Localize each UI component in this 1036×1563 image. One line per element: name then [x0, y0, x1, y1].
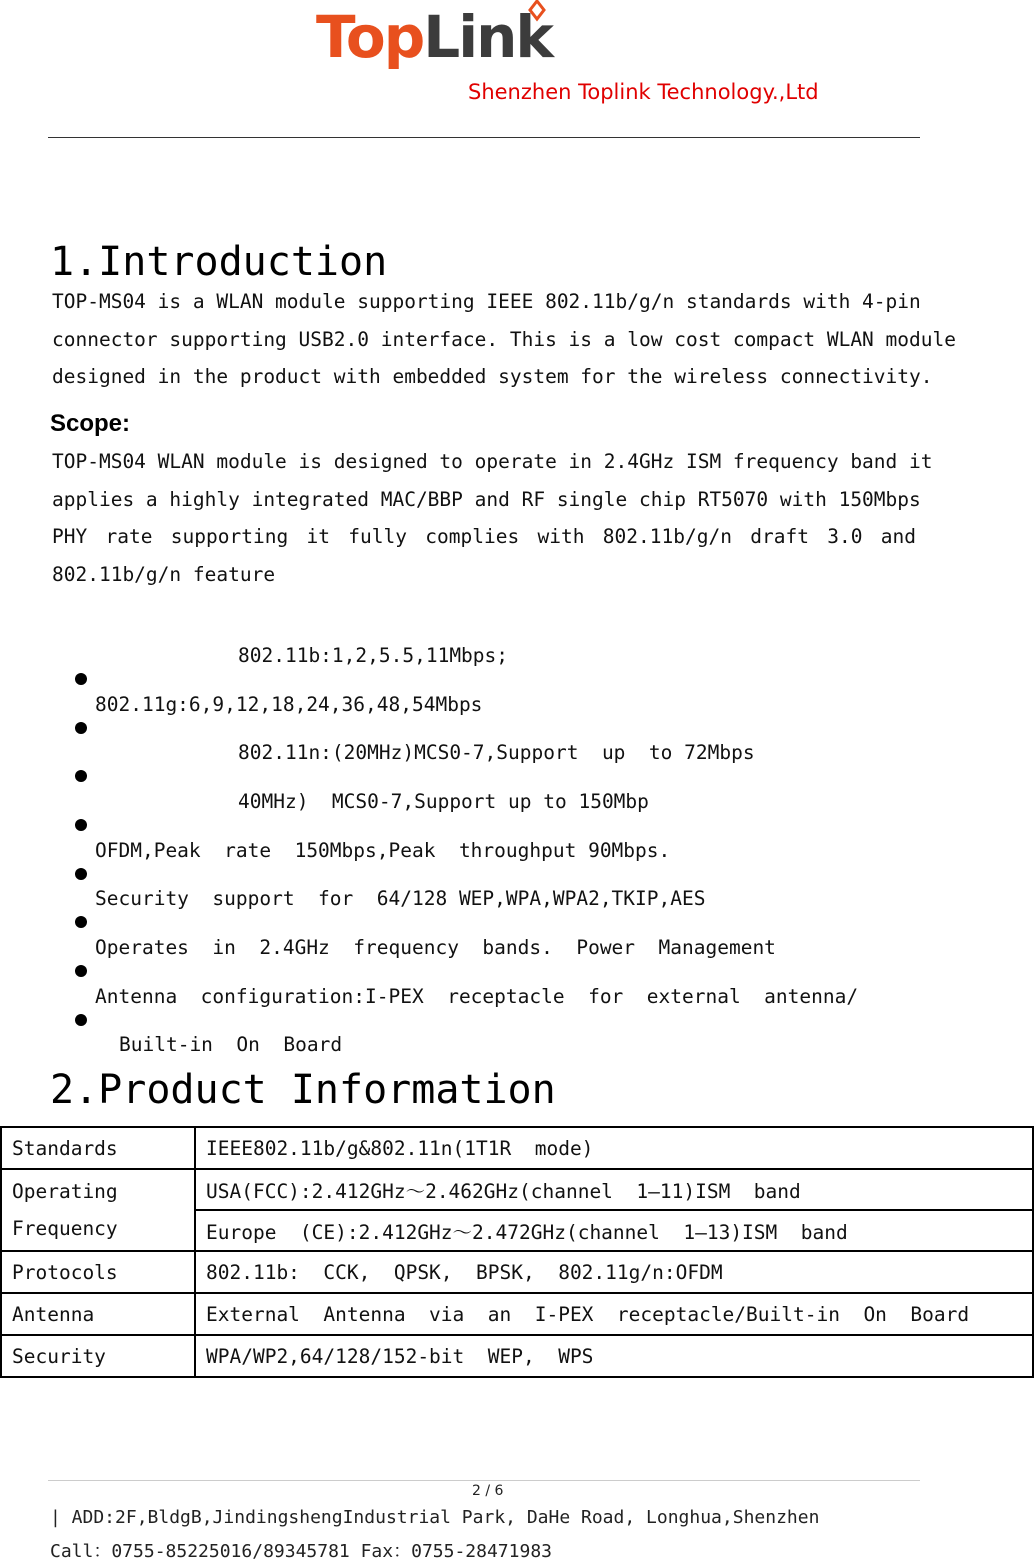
- bullet-dot-icon: [75, 819, 87, 831]
- scope-paragraph: [52, 443, 933, 594]
- scope-line: TOP-MS04 WLAN module is designed to operate in 2.4GHz ISM frequency band it: [52, 450, 933, 473]
- bullet-text: 802.11n:(20MHz)MCS0-7,Support up to 72Mbps: [238, 741, 755, 764]
- intro-line: designed in the product with embedded system for the wireless connectivity.: [52, 365, 933, 389]
- intro-line: TOP-MS04 is a WLAN module supporting IEEE 802.11b/g/n standards with 4-pin: [52, 290, 921, 313]
- scope-line: applies a highly integrated MAC/BBP and RF single chip RT5070 with 150Mbps: [52, 487, 921, 511]
- bullet-text: Operates in 2.4GHz frequency bands. Power Management: [95, 936, 776, 959]
- intro-line: connector supporting USB2.0 interface. This is a low cost compact WLAN module: [52, 327, 956, 351]
- logo-diamond-icon: [528, 0, 546, 22]
- table-row: [1, 1293, 1033, 1335]
- logo-top-text: Top: [316, 3, 424, 71]
- bullet-text: 40MHz) MCS0-7,Support up to 150Mbp: [238, 790, 649, 813]
- bullet-text: 802.11b:1,2,5.5,11Mbps;: [238, 644, 509, 667]
- frequency-eu-value: Europe (CE):2.412GHz～2.472GHz(channel 1–13)ISM band: [195, 1210, 1033, 1251]
- security-label: Security: [1, 1335, 195, 1377]
- security-value: WPA/WP2,64/128/152-bit WEP, WPS: [195, 1335, 1033, 1377]
- bullet-text: Antenna configuration:I-PEX receptacle for external antenna/: [95, 985, 859, 1008]
- bullet-dot-icon: [75, 965, 87, 977]
- bullet-dot-icon: [75, 916, 87, 928]
- frequency-usa-value: USA(FCC):2.412GHz～2.462GHz(channel 1–11)ISM band: [195, 1169, 1033, 1210]
- standards-label: Standards: [1, 1127, 195, 1169]
- bullet-dot-icon: [75, 1014, 87, 1026]
- intro-heading: 1.Introduction: [50, 239, 388, 285]
- header-divider: [48, 137, 920, 138]
- bullet-dot-icon: [75, 770, 87, 782]
- standards-value: IEEE802.11b/g&802.11n(1T1R mode): [195, 1127, 1033, 1169]
- scope-line: 802.11b/g/n feature: [52, 563, 276, 587]
- table-row: [1, 1127, 1033, 1169]
- bullet-continuation: Built-in On Board: [119, 1033, 343, 1056]
- company-name: Shenzhen Toplink Technology.,Ltd: [468, 80, 819, 104]
- protocols-value: 802.11b: CCK, QPSK, BPSK, 802.11g/n:OFDM: [195, 1251, 1033, 1293]
- product-heading: 2.Product Information: [50, 1067, 556, 1113]
- logo-link-text: Link: [423, 3, 552, 71]
- company-logo: [316, 0, 656, 78]
- page-number: 2 / 6: [472, 1483, 504, 1499]
- table-row: [1, 1251, 1033, 1293]
- antenna-value: External Antenna via an I-PEX receptacle/Built-in On Board: [195, 1293, 1033, 1335]
- footer-address: | ADD:2F,BldgB,JindingshengIndustrial Park, DaHe Road, Longhua,Shenzhen: [50, 1507, 820, 1528]
- scope-label: Scope:: [50, 410, 131, 437]
- logo-wordmark: [316, 2, 552, 72]
- bullet-text: Security support for 64/128 WEP,WPA,WPA2,TKIP,AES: [95, 887, 706, 910]
- bullet-text: 802.11g:6,9,12,18,24,36,48,54Mbps: [95, 693, 483, 716]
- bullet-text: OFDM,Peak rate 150Mbps,Peak throughput 90Mbps.: [95, 839, 671, 862]
- protocols-label: Protocols: [1, 1251, 195, 1293]
- frequency-label: Operating Frequency: [1, 1169, 195, 1251]
- intro-paragraph: [52, 283, 956, 396]
- product-info-table: [0, 1126, 1034, 1378]
- footer-contact: Call：0755-85225016/89345781 Fax：0755-28471983: [50, 1541, 552, 1562]
- bullet-dot-icon: [75, 673, 87, 685]
- bullet-dot-icon: [75, 722, 87, 734]
- footer-divider: [48, 1480, 920, 1481]
- table-row: [1, 1169, 1033, 1210]
- antenna-label: Antenna: [1, 1293, 195, 1335]
- table-row: [1, 1335, 1033, 1377]
- scope-line: PHY rate supporting it fully complies with 802.11b/g/n draft 3.0 and: [52, 525, 916, 549]
- bullet-dot-icon: [75, 868, 87, 880]
